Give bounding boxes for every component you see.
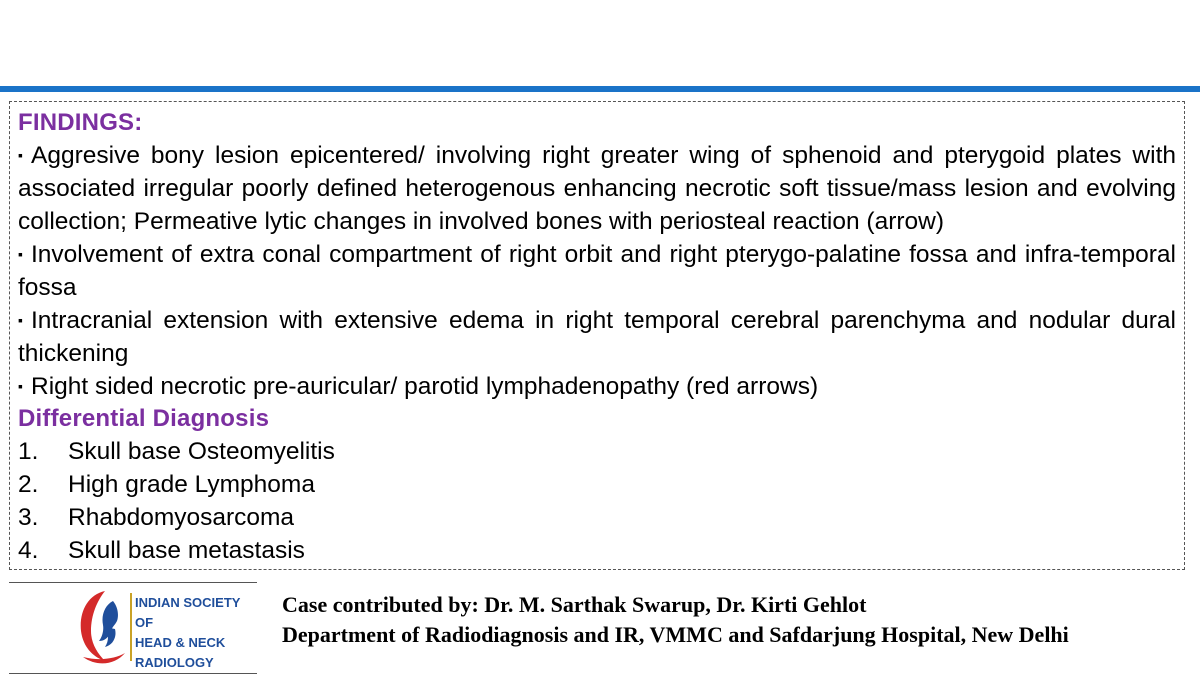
bullet-square-icon: ▪ [18,378,23,394]
list-number: 1. [18,438,39,465]
findings-heading: FINDINGS: [18,109,143,136]
bullet-square-icon: ▪ [18,246,23,262]
logo-wordmark [135,593,259,673]
list-label: High grade Lymphoma [68,471,315,498]
finding-bullet [18,304,1176,370]
contributors-line: Case contributed by: Dr. M. Sarthak Swarup, Dr. Kirti Gehlot [282,592,867,617]
finding-text: Aggresive bony lesion epicentered/ involving right greater wing of sphenoid and pterygoid plates with associated irregular poorly defined heterogenous enhancing necrotic soft tissue/mass lesion and evolving collection; Permeative lytic changes in involved bones with periosteal reaction (arrow) [18,142,1176,235]
list-number: 4. [18,537,39,564]
list-item [18,534,1176,567]
finding-text: Intracranial extension with extensive edema in right temporal cerebral parenchyma and nodular dural thickening [18,307,1176,367]
list-label: Skull base Osteomyelitis [68,438,335,465]
list-item [18,435,1176,468]
list-label: Rhabdomyosarcoma [68,504,295,531]
finding-text: Involvement of extra conal compartment of right orbit and right pterygo-palatine fossa and infra-temporal fossa [18,241,1176,301]
institution-line: Department of Radiodiagnosis and IR, VMMC and Safdarjung Hospital, New Delhi [282,622,1069,647]
footer [0,578,1200,675]
case-credits [282,590,1192,650]
head-neck-emblem-icon [75,587,127,665]
finding-bullet [18,370,1176,403]
list-item [18,468,1176,501]
bullet-square-icon: ▪ [18,147,23,163]
findings-panel [9,101,1185,570]
finding-bullet [18,139,1176,238]
list-number: 2. [18,471,39,498]
bullet-square-icon: ▪ [18,312,23,328]
logo-line: INDIAN SOCIETY OF [135,595,241,630]
logo-line: HEAD & NECK [135,635,226,650]
society-logo [9,582,257,674]
list-label: Skull base metastasis [68,537,305,564]
differential-list [18,435,1176,567]
finding-bullet [18,238,1176,304]
finding-text: Right sided necrotic pre-auricular/ parotid lymphadenopathy (red arrows) [31,373,819,400]
logo-line: RADIOLOGY [135,655,214,670]
list-number: 3. [18,504,39,531]
differential-heading: Differential Diagnosis [18,405,270,432]
logo-divider [130,593,132,661]
list-item [18,501,1176,534]
header-rule [0,86,1200,92]
